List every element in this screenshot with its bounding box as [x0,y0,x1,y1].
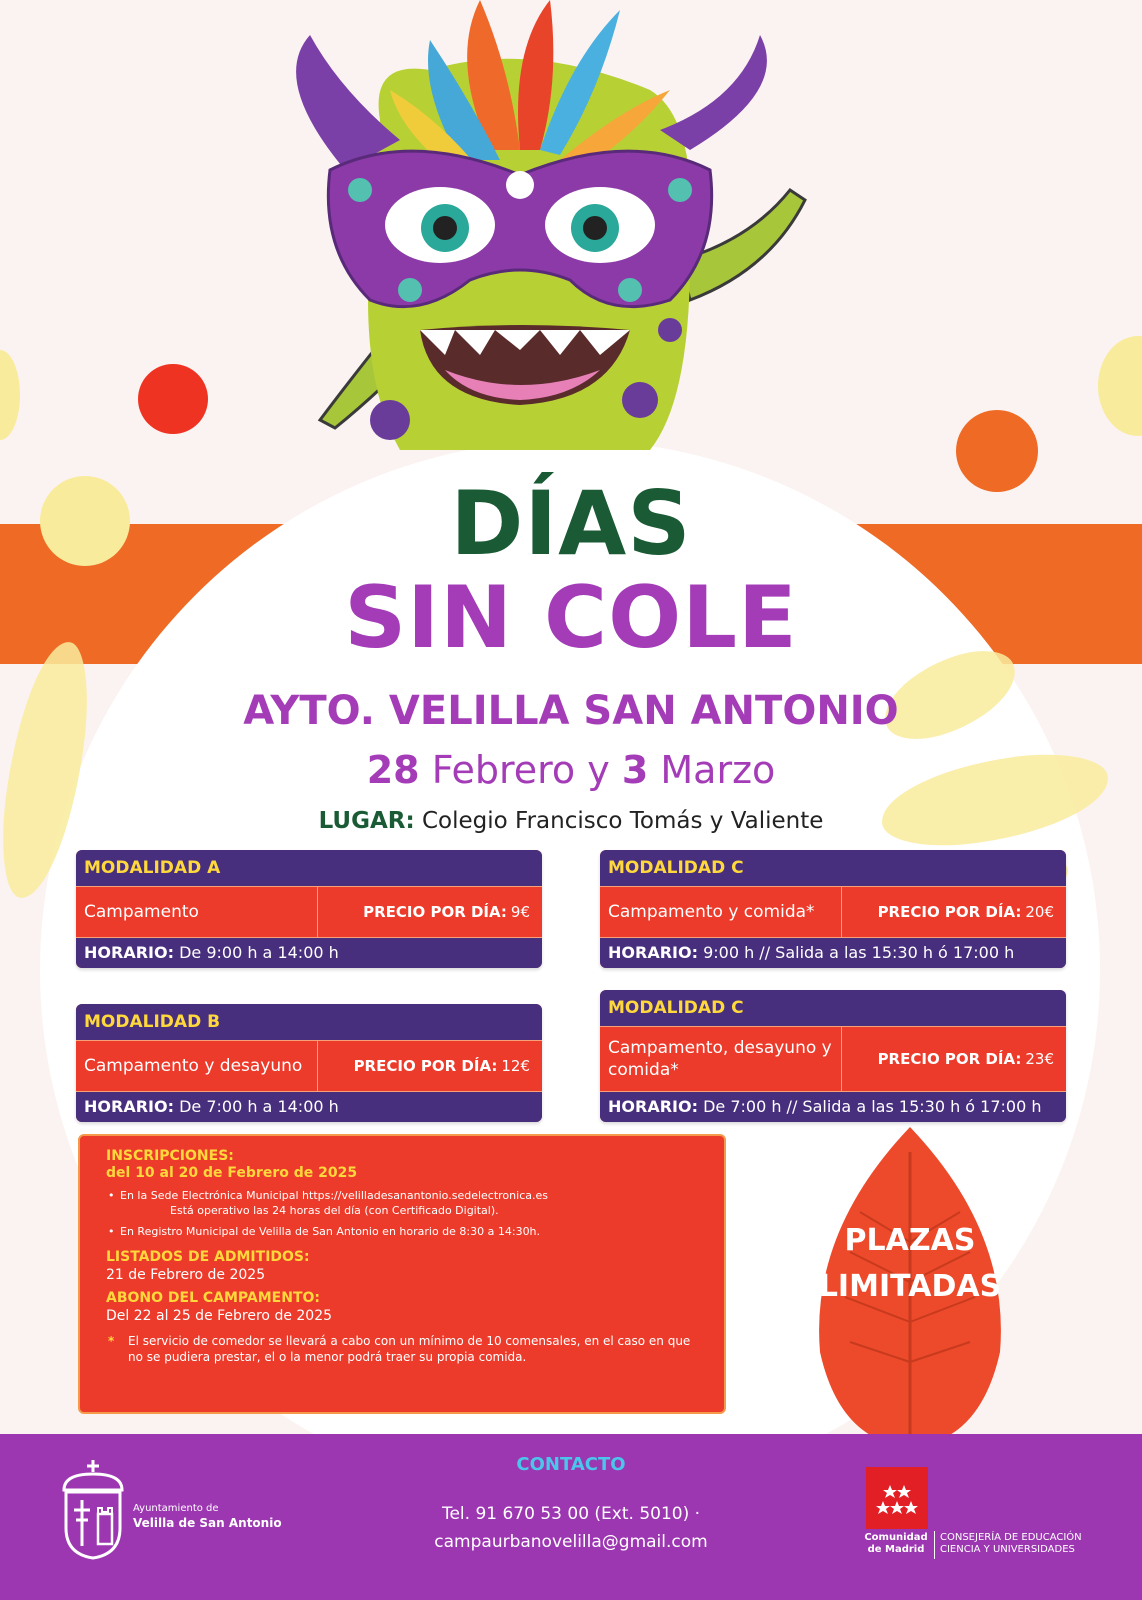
modality-name: MODALIDAD C [600,990,1066,1026]
carnival-monster-illustration [250,0,810,470]
schedule-value: De 7:00 h // Salida a las 15:30 h ó 17:00 h [703,1097,1042,1116]
schedule-label: HORARIO: [608,1097,698,1116]
modality-price [318,1041,542,1091]
decor-dot-yellow [1098,336,1142,436]
modality-schedule [76,1092,542,1122]
schedule-value: 9:00 h // Salida a las 15:30 h ó 17:00 h [703,943,1015,962]
date-month-2: Marzo [660,748,776,792]
event-dates [0,748,1142,792]
comunidad-line-2: de Madrid [867,1544,925,1555]
modality-description: Campamento y comida* [600,887,842,937]
price-value: 9€ [510,903,530,921]
schedule-label: HORARIO: [84,943,174,962]
admitted-list-date: 21 de Febrero de 2025 [106,1267,266,1283]
note-asterisk: * [108,1334,115,1348]
modality-price [842,887,1066,937]
price-value: 23€ [1025,1050,1054,1068]
contact-title: CONTACTO [516,1454,626,1475]
modality-name: MODALIDAD C [600,850,1066,886]
consejeria-line-1: CONSEJERÍA DE EDUCACIÓN [940,1532,1082,1543]
title-dias: DÍAS [450,472,692,575]
price-label: PRECIO POR DÍA: [353,1057,498,1075]
modality-schedule [600,938,1066,968]
decor-dot-red [138,364,208,434]
modality-card-b [76,1004,542,1122]
inscriptions-period: del 10 al 20 de Febrero de 2025 [106,1165,358,1181]
organizer-title: AYTO. VELILLA SAN ANTONIO [243,688,899,734]
contact-email[interactable]: campaurbanovelilla@gmail.com [434,1532,708,1552]
inscriptions-bullet-registry: • En Registro Municipal de Velilla de San Antonio en horario de 8:30 a 14:30h. [106,1224,700,1239]
date-day-2: 3 [621,748,649,792]
decor-dot-yellow [0,350,20,440]
price-label: PRECIO POR DÍA: [877,903,1022,921]
limited-places-text [800,1218,1020,1310]
schedule-value: De 7:00 h a 14:00 h [179,1097,339,1116]
modality-card-a [76,850,542,968]
price-label: PRECIO POR DÍA: [877,1050,1022,1068]
contact-phone: Tel. 91 670 53 00 (Ext. 5010) · [441,1504,701,1524]
comunidad-madrid-name [858,1532,934,1556]
price-label: PRECIO POR DÍA: [363,903,507,921]
modality-schedule [600,1092,1066,1122]
logo-divider [934,1531,935,1559]
modality-description: Campamento [76,887,318,937]
date-month-1: Febrero y [431,748,610,792]
modality-description: Campamento y desayuno [76,1041,318,1091]
price-value: 20€ [1025,903,1054,921]
venue-value: Colegio Francisco Tomás y Valiente [422,808,824,834]
payment-title: ABONO DEL CAMPAMENTO: [106,1290,320,1306]
schedule-label: HORARIO: [608,943,698,962]
schedule-value: De 9:00 h a 14:00 h [179,943,339,962]
admitted-list-title: LISTADOS DE ADMITIDOS: [106,1249,310,1265]
venue-line [0,808,1142,834]
town-hall-name [133,1502,282,1532]
modality-price [318,887,542,937]
consejeria-name [940,1532,1082,1556]
consejeria-line-2: CIENCIA Y UNIVERSIDADES [940,1544,1075,1555]
inscriptions-bullet-online: • En la Sede Electrónica Municipal https://velilladesanantonio.sedelectronica.es [106,1188,700,1203]
dining-note [106,1333,700,1365]
date-day-1: 28 [366,748,420,792]
payment-date: Del 22 al 25 de Febrero de 2025 [106,1308,333,1324]
town-crest-logo-icon [58,1458,128,1562]
modality-card-c-2 [600,990,1066,1122]
modality-description: Campamento, desayuno y comida* [600,1027,842,1091]
town-hall-line-1: Ayuntamiento de [133,1503,219,1514]
comunidad-madrid-logo-icon [866,1467,928,1529]
town-hall-line-2: Velilla de San Antonio [133,1516,282,1530]
modality-card-c-1 [600,850,1066,968]
comunidad-line-1: Comunidad [864,1532,928,1543]
note-text: El servicio de comedor se llevará a cabo con un mínimo de 10 comensales, en el caso en que no se pudiera prestar, el o la menor podrá traer su propia comida. [128,1334,691,1364]
price-value: 12€ [501,1057,530,1075]
schedule-label: HORARIO: [84,1097,174,1116]
venue-label: LUGAR: [318,808,415,834]
limited-places-line-2: LIMITADAS [818,1269,1002,1304]
modality-name: MODALIDAD B [76,1004,542,1040]
modality-name: MODALIDAD A [76,850,542,886]
inscriptions-title: INSCRIPCIONES: [106,1148,234,1164]
limited-places-line-1: PLAZAS [844,1223,976,1258]
modality-schedule [76,938,542,968]
inscriptions-bullet-online-note: Está operativo las 24 horas del día (con Certificado Digital). [170,1204,499,1217]
inscriptions-box [78,1134,726,1414]
title-sin-cole: SIN COLE [344,568,798,668]
modality-price [842,1027,1066,1091]
